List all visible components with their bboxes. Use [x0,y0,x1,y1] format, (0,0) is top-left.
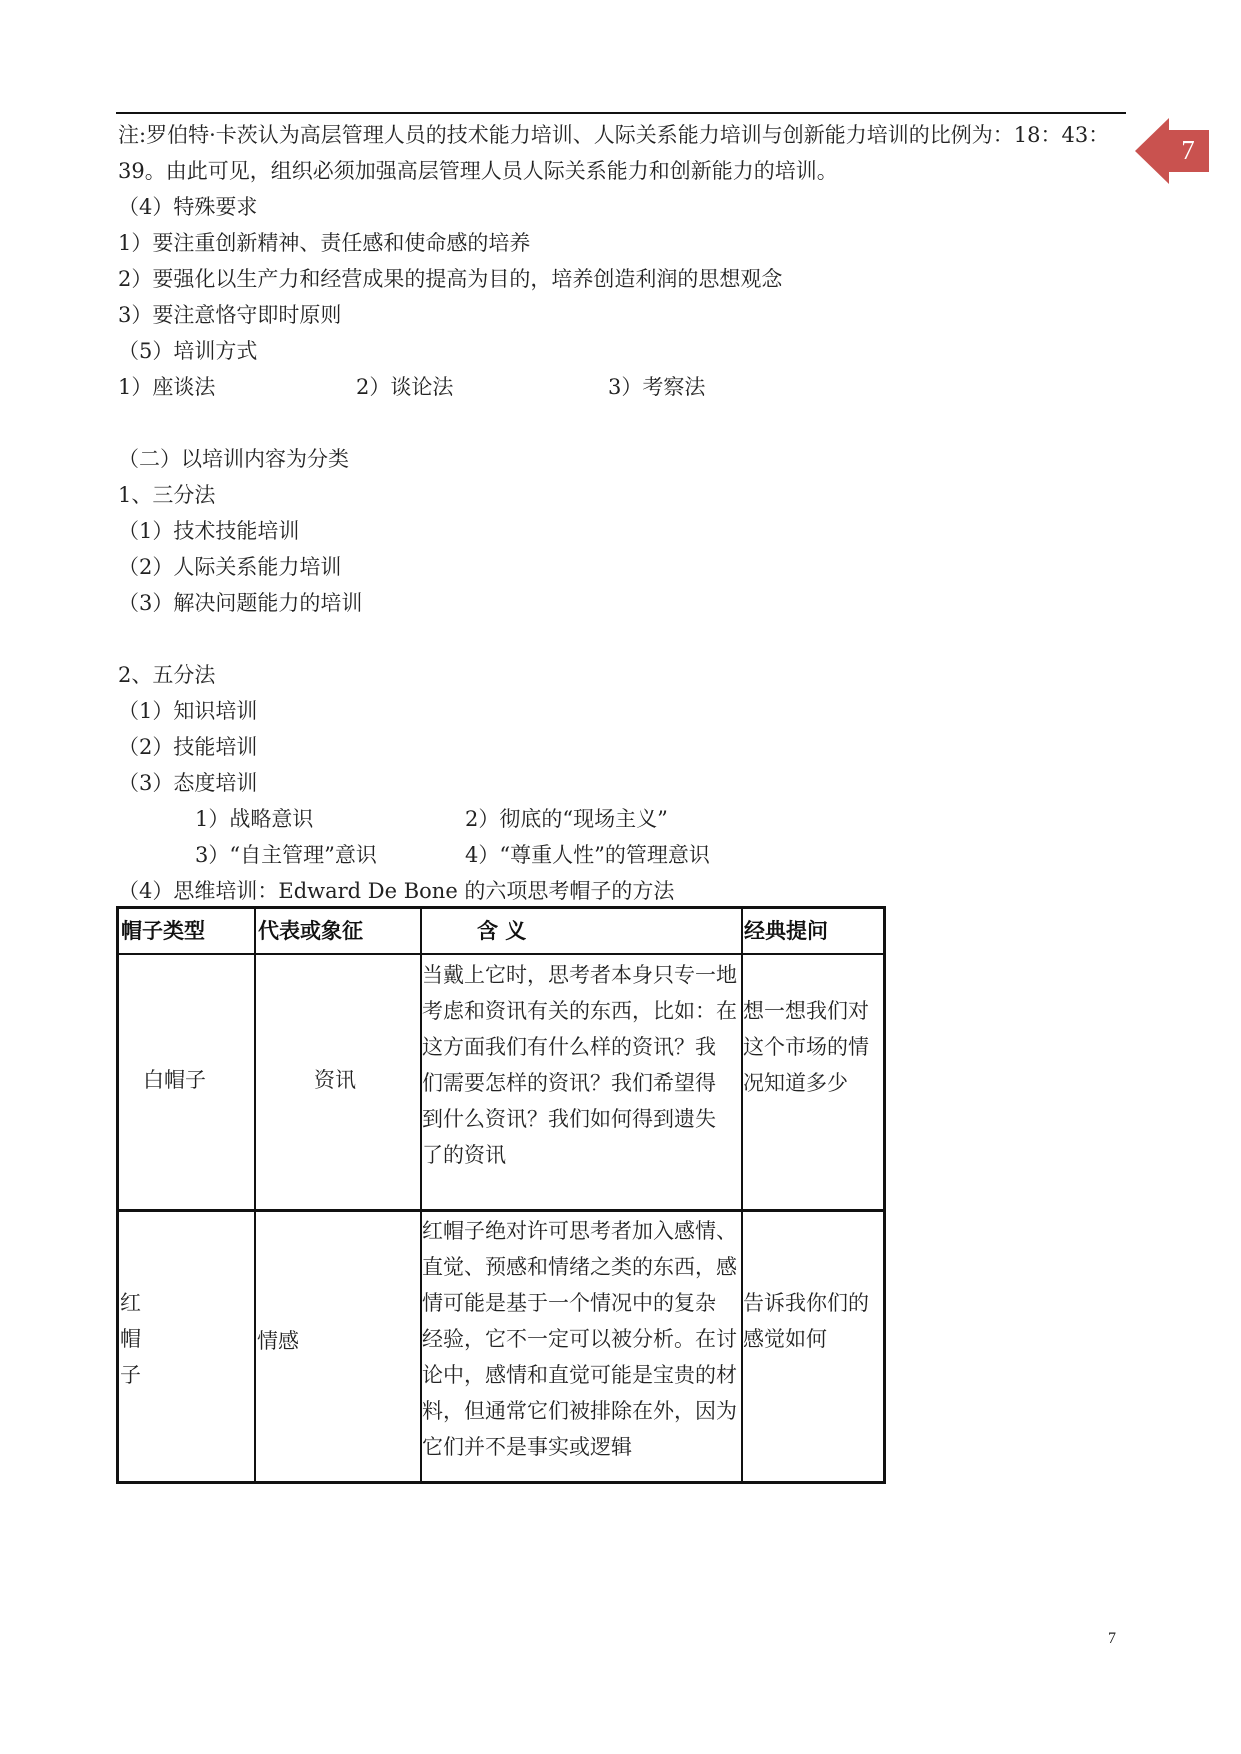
table-header-question: 经典提问 [744,919,828,943]
meaning-line: 考虑和资讯有关的东西，比如：在 [422,999,737,1023]
meaning-line: 论中，感情和直觉可能是宝贵的材 [422,1363,737,1387]
question-line: 这个市场的情 [743,1035,869,1059]
attitude-item-1: 1）战略意识 [195,807,314,831]
meaning-line: 情可能是基于一个情况中的复杂 [422,1291,716,1315]
type-char: 子 [120,1363,141,1387]
table-cell-white-hat-meaning [422,957,742,1173]
question-line: 感觉如何 [743,1327,827,1351]
table-cell-white-hat-type: 白帽子 [143,1068,206,1092]
attitude-item-3: 3）“自主管理”意识 [195,843,377,867]
table-cell-white-hat-question [743,993,883,1101]
table-cell-red-hat-question [743,1285,883,1357]
five-item-2: （2）技能培训 [118,735,258,759]
section2-heading: （二）以培训内容为分类 [118,447,349,471]
method-item-3: 3）考察法 [608,375,706,399]
five-item-4: （4）思维培训：Edward De Bone 的六项思考帽子的方法 [118,879,675,903]
footer-page-number: 7 [1108,1630,1116,1647]
five-heading: 2、五分法 [118,663,216,687]
special-item-3: 3）要注意恪守即时原则 [118,303,342,327]
method-item-2: 2）谈论法 [356,375,454,399]
meaning-line: 到什么资讯？我们如何得到遗失 [422,1107,716,1131]
method-heading: （5）培训方式 [118,339,258,363]
table-header-hat-type: 帽子类型 [121,919,205,943]
table-row-divider [119,953,883,955]
meaning-line: 它们并不是事实或逻辑 [422,1435,632,1459]
table-cell-red-hat-type [120,1285,150,1393]
table-cell-red-hat-meaning [422,1213,742,1465]
five-item-3: （3）态度培训 [118,771,258,795]
attitude-item-2: 2）彻底的“现场主义” [465,807,668,831]
table-header-symbol: 代表或象征 [258,919,363,943]
meaning-line: 经验，它不一定可以被分析。在讨 [422,1327,737,1351]
special-item-1: 1）要注重创新精神、责任感和使命感的培养 [118,231,531,255]
note-line-1: 注:罗伯特·卡茨认为高层管理人员的技术能力培训、人际关系能力培训与创新能力培训的比例为：18：43： [118,123,1110,147]
three-item-2: （2）人际关系能力培训 [118,555,342,579]
type-char: 红 [120,1291,141,1315]
meaning-line: 料，但通常它们被排除在外，因为 [422,1399,737,1423]
meaning-line: 红帽子绝对许可思考者加入感情、 [422,1219,737,1243]
question-line: 况知道多少 [743,1071,848,1095]
table-cell-white-hat-symbol: 资讯 [314,1068,356,1092]
three-item-1: （1）技术技能培训 [118,519,300,543]
attitude-item-4: 4）“尊重人性”的管理意识 [465,843,710,867]
three-heading: 1、三分法 [118,483,216,507]
table-row-divider [119,1209,883,1212]
meaning-line: 了的资讯 [422,1143,506,1167]
three-item-3: （3）解决问题能力的培训 [118,591,363,615]
thinking-hats-table [116,906,886,1484]
question-line: 想一想我们对 [743,999,869,1023]
meaning-line: 直觉、预感和情绪之类的东西，感 [422,1255,737,1279]
special-heading: （4）特殊要求 [118,195,258,219]
note-line-2: 39。由此可见，组织必须加强高层管理人员人际关系能力和创新能力的培训。 [118,159,838,183]
type-char: 帽 [120,1327,141,1351]
special-item-2: 2）要强化以生产力和经营成果的提高为目的，培养创造利润的思想观念 [118,267,783,291]
meaning-line: 当戴上它时，思考者本身只专一地 [422,963,737,987]
meaning-line: 这方面我们有什么样的资讯？我 [422,1035,716,1059]
top-rule [116,112,1126,114]
page-tab-number: 7 [1181,135,1195,165]
table-cell-red-hat-symbol: 情感 [257,1329,299,1353]
table-col-divider [254,909,256,1481]
question-line: 告诉我你们的 [743,1291,869,1315]
five-item-1: （1）知识培训 [118,699,258,723]
method-item-1: 1）座谈法 [118,375,216,399]
meaning-line: 们需要怎样的资讯？我们希望得 [422,1071,716,1095]
table-header-meaning: 含 义 [477,919,527,943]
